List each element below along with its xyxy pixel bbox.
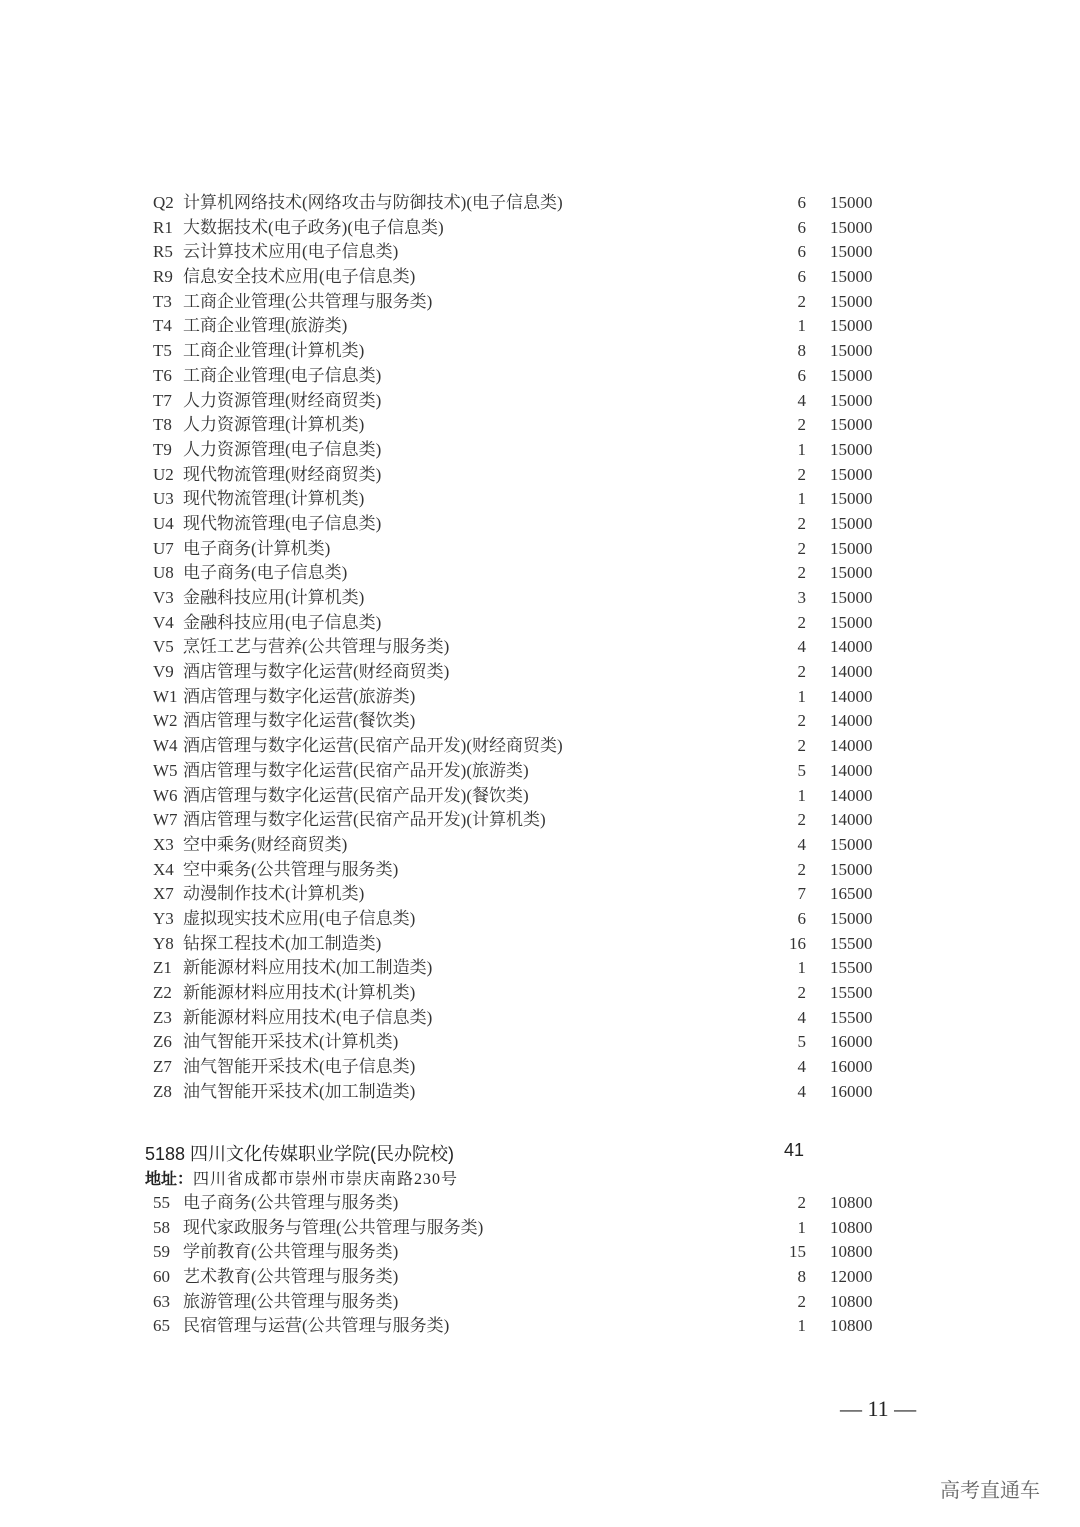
table-row	[0, 1030, 1080, 1055]
major-code: T7	[153, 390, 172, 410]
school-major-list	[0, 1191, 1080, 1339]
table-row	[0, 611, 1080, 636]
table-row	[0, 191, 1080, 216]
major-code: T5	[153, 341, 172, 361]
school-title: 5188 四川文化传媒职业学院(民办院校)	[145, 1144, 455, 1164]
major-name: 工商企业管理(旅游类)	[183, 316, 348, 336]
table-row	[0, 1216, 1080, 1241]
table-row	[0, 759, 1080, 784]
major-fee: 14000	[830, 736, 873, 756]
major-count: 2	[797, 415, 806, 435]
major-name: 艺术教育(公共管理与服务类)	[183, 1267, 399, 1287]
major-code: X4	[153, 859, 174, 879]
major-code: U4	[153, 513, 174, 533]
table-row	[0, 1265, 1080, 1290]
major-count: 1	[797, 316, 806, 336]
major-name: 酒店管理与数字化运营(民宿产品开发)(旅游类)	[183, 760, 529, 780]
major-code: V3	[153, 588, 174, 607]
major-code: X7	[153, 884, 174, 904]
major-count: 2	[797, 711, 806, 731]
major-fee: 12000	[830, 1267, 873, 1287]
major-name: 电子商务(电子信息类)	[183, 563, 348, 583]
table-row	[0, 339, 1080, 364]
major-fee: 15000	[830, 588, 873, 607]
major-fee: 15500	[830, 1007, 873, 1027]
table-row	[0, 1290, 1080, 1315]
table-row	[0, 734, 1080, 759]
major-fee: 15000	[830, 908, 873, 928]
major-fee: 15000	[830, 217, 873, 237]
major-fee: 15000	[830, 365, 873, 385]
major-code: U2	[153, 464, 174, 484]
major-code: U7	[153, 538, 174, 558]
major-name: 虚拟现实技术应用(电子信息类)	[183, 908, 416, 928]
major-fee: 14000	[830, 711, 873, 731]
major-fee: 15000	[830, 415, 873, 435]
major-fee: 14000	[830, 686, 873, 706]
table-row	[0, 364, 1080, 389]
major-name: 新能源材料应用技术(电子信息类)	[183, 1007, 433, 1027]
table-row	[0, 956, 1080, 981]
major-count: 6	[797, 242, 806, 262]
page-number: — 11 —	[840, 1396, 917, 1421]
major-code: W5	[153, 760, 178, 780]
major-count: 2	[797, 513, 806, 533]
major-name: 酒店管理与数字化运营(民宿产品开发)(财经商贸类)	[183, 736, 563, 756]
major-fee: 16500	[830, 884, 873, 904]
major-count: 2	[797, 810, 806, 830]
major-name: 云计算技术应用(电子信息类)	[183, 242, 399, 262]
table-row	[0, 413, 1080, 438]
table-row	[0, 561, 1080, 586]
address-value: 四川省成都市崇州市崇庆南路230号	[193, 1171, 459, 1188]
major-code: T9	[153, 439, 172, 459]
major-fee: 15000	[830, 513, 873, 533]
major-name: 酒店管理与数字化运营(民宿产品开发)(计算机类)	[183, 810, 546, 830]
table-row	[0, 882, 1080, 907]
major-fee: 15000	[830, 439, 873, 459]
major-code: T4	[153, 316, 172, 336]
address-label: 地址：	[145, 1171, 194, 1188]
major-name: 酒店管理与数字化运营(财经商贸类)	[183, 662, 450, 682]
major-code: W6	[153, 785, 178, 805]
major-name: 空中乘务(财经商贸类)	[183, 834, 348, 854]
major-fee: 14000	[830, 810, 873, 830]
major-fee: 15000	[830, 242, 873, 262]
major-fee: 14000	[830, 760, 873, 780]
major-code: Z1	[153, 958, 172, 978]
major-fee: 15000	[830, 834, 873, 854]
major-name: 学前教育(公共管理与服务类)	[183, 1242, 399, 1262]
major-code: 59	[153, 1242, 170, 1262]
major-count: 2	[797, 538, 806, 558]
major-fee: 15000	[830, 859, 873, 879]
major-fee: 10800	[830, 1316, 873, 1336]
major-code: Z3	[153, 1007, 172, 1027]
table-row	[0, 660, 1080, 685]
major-code: W4	[153, 736, 178, 756]
major-name: 酒店管理与数字化运营(民宿产品开发)(餐饮类)	[183, 785, 529, 805]
table-row	[0, 512, 1080, 537]
major-code: T8	[153, 415, 172, 435]
major-count: 2	[797, 662, 806, 682]
major-code: 63	[153, 1291, 170, 1311]
major-count: 2	[797, 859, 806, 879]
major-name: 烹饪工艺与营养(公共管理与服务类)	[183, 637, 450, 657]
major-count: 7	[797, 884, 806, 904]
major-count: 6	[797, 193, 806, 212]
major-code: W7	[153, 810, 178, 830]
major-fee: 15000	[830, 341, 873, 361]
major-count: 2	[797, 736, 806, 756]
major-count: 5	[797, 760, 806, 780]
major-count: 6	[797, 365, 806, 385]
table-row	[0, 290, 1080, 315]
major-count: 2	[797, 291, 806, 311]
major-code: X3	[153, 834, 174, 854]
major-code: U3	[153, 489, 174, 509]
major-code: V5	[153, 637, 174, 657]
major-count: 1	[797, 686, 806, 706]
table-row	[0, 808, 1080, 833]
major-fee: 10800	[830, 1291, 873, 1311]
major-name: 动漫制作技术(计算机类)	[183, 884, 365, 904]
table-row	[0, 216, 1080, 241]
major-count: 2	[797, 1291, 806, 1311]
major-name: 现代家政服务与管理(公共管理与服务类)	[183, 1217, 484, 1237]
major-name: 信息安全技术应用(电子信息类)	[183, 267, 416, 287]
table-row	[0, 907, 1080, 932]
major-name: 酒店管理与数字化运营(餐饮类)	[183, 711, 416, 731]
major-name: 工商企业管理(公共管理与服务类)	[183, 291, 433, 311]
table-row	[0, 1314, 1080, 1339]
major-code: Z8	[153, 1081, 172, 1101]
major-code: Y3	[153, 908, 174, 928]
major-code: R9	[153, 267, 173, 287]
table-row	[0, 265, 1080, 290]
major-code: Z2	[153, 983, 172, 1002]
major-count: 1	[797, 489, 806, 509]
table-row	[0, 537, 1080, 562]
major-code: T6	[153, 365, 172, 385]
major-name: 工商企业管理(计算机类)	[183, 341, 365, 361]
major-fee: 15500	[830, 933, 873, 953]
major-name: 人力资源管理(计算机类)	[183, 415, 365, 435]
major-count: 4	[797, 1007, 806, 1027]
major-fee: 15000	[830, 612, 873, 632]
major-code: W2	[153, 711, 178, 731]
major-code: 60	[153, 1267, 170, 1287]
major-count: 1	[797, 439, 806, 459]
major-count: 1	[797, 1217, 806, 1237]
major-count: 8	[797, 1267, 806, 1287]
table-row	[0, 1055, 1080, 1080]
table-row	[0, 1240, 1080, 1265]
major-fee: 15000	[830, 464, 873, 484]
major-fee: 15000	[830, 193, 873, 212]
major-fee: 15000	[830, 390, 873, 410]
major-name: 新能源材料应用技术(计算机类)	[183, 983, 416, 1002]
major-count: 4	[797, 1081, 806, 1101]
table-row	[0, 1006, 1080, 1031]
major-code: V9	[153, 662, 174, 682]
table-row	[0, 858, 1080, 883]
major-fee: 15500	[830, 983, 873, 1002]
school-address	[145, 1166, 458, 1189]
major-name: 油气智能开采技术(加工制造类)	[183, 1081, 416, 1101]
major-count: 6	[797, 267, 806, 287]
table-row	[0, 833, 1080, 858]
table-row	[0, 487, 1080, 512]
major-code: U8	[153, 563, 174, 583]
table-row	[0, 784, 1080, 809]
major-name: 酒店管理与数字化运营(旅游类)	[183, 686, 416, 706]
major-name: 空中乘务(公共管理与服务类)	[183, 859, 399, 879]
major-name: 金融科技应用(计算机类)	[183, 588, 365, 607]
major-fee: 16000	[830, 1057, 873, 1077]
table-row	[0, 709, 1080, 734]
major-code: V4	[153, 612, 174, 632]
major-name: 民宿管理与运营(公共管理与服务类)	[183, 1316, 450, 1336]
major-fee: 15500	[830, 958, 873, 978]
major-fee: 15000	[830, 538, 873, 558]
major-fee: 10800	[830, 1242, 873, 1262]
major-fee: 15000	[830, 267, 873, 287]
major-name: 油气智能开采技术(计算机类)	[183, 1032, 399, 1052]
major-fee: 10800	[830, 1193, 873, 1212]
table-row	[0, 314, 1080, 339]
major-fee: 15000	[830, 316, 873, 336]
major-count: 4	[797, 1057, 806, 1077]
major-name: 人力资源管理(财经商贸类)	[183, 390, 382, 410]
major-name: 现代物流管理(财经商贸类)	[183, 464, 382, 484]
major-code: R5	[153, 242, 173, 262]
major-fee: 14000	[830, 785, 873, 805]
major-count: 6	[797, 908, 806, 928]
table-row	[0, 635, 1080, 660]
major-count: 2	[797, 464, 806, 484]
major-fee: 14000	[830, 662, 873, 682]
major-count: 1	[797, 785, 806, 805]
table-row	[0, 1080, 1080, 1105]
major-code: Y8	[153, 933, 174, 953]
major-count: 2	[797, 1193, 806, 1212]
major-name: 油气智能开采技术(电子信息类)	[183, 1057, 416, 1077]
major-count: 5	[797, 1032, 806, 1052]
major-name: 人力资源管理(电子信息类)	[183, 439, 382, 459]
major-code: R1	[153, 217, 173, 237]
school-total-count: 41	[784, 1140, 805, 1160]
major-name: 旅游管理(公共管理与服务类)	[183, 1291, 399, 1311]
major-code: T3	[153, 291, 172, 311]
major-code: Z7	[153, 1057, 172, 1077]
major-name: 现代物流管理(电子信息类)	[183, 513, 382, 533]
major-name: 电子商务(公共管理与服务类)	[183, 1193, 399, 1212]
major-fee: 16000	[830, 1032, 873, 1052]
major-count: 16	[789, 933, 806, 953]
major-count: 8	[797, 341, 806, 361]
major-count: 2	[797, 612, 806, 632]
major-name: 计算机网络技术(网络攻击与防御技术)(电子信息类)	[183, 193, 563, 212]
major-name: 现代物流管理(计算机类)	[183, 489, 365, 509]
major-name: 金融科技应用(电子信息类)	[183, 612, 382, 632]
major-count: 4	[797, 390, 806, 410]
major-fee: 15000	[830, 489, 873, 509]
major-code: 55	[153, 1193, 170, 1212]
major-count: 1	[797, 958, 806, 978]
major-code: Z6	[153, 1032, 172, 1052]
major-name: 大数据技术(电子政务)(电子信息类)	[183, 217, 444, 237]
major-fee: 14000	[830, 637, 873, 657]
major-code: W1	[153, 686, 178, 706]
major-count: 2	[797, 563, 806, 583]
major-fee: 16000	[830, 1081, 873, 1101]
major-count: 2	[797, 983, 806, 1002]
table-row	[0, 685, 1080, 710]
major-fee: 15000	[830, 563, 873, 583]
major-code: 65	[153, 1316, 170, 1336]
table-row	[0, 981, 1080, 1006]
table-row	[0, 1191, 1080, 1216]
major-code: Q2	[153, 193, 174, 212]
major-name: 工商企业管理(电子信息类)	[183, 365, 382, 385]
major-fee: 15000	[830, 291, 873, 311]
major-name: 新能源材料应用技术(加工制造类)	[183, 958, 433, 978]
major-name: 钻探工程技术(加工制造类)	[183, 933, 382, 953]
major-code: 58	[153, 1217, 170, 1237]
major-name: 电子商务(计算机类)	[183, 538, 331, 558]
watermark: 高考直通车	[940, 1480, 1040, 1502]
table-row	[0, 240, 1080, 265]
major-list	[0, 191, 1080, 1104]
table-row	[0, 586, 1080, 611]
major-count: 1	[797, 1316, 806, 1336]
major-count: 4	[797, 637, 806, 657]
major-count: 4	[797, 834, 806, 854]
table-row	[0, 932, 1080, 957]
table-row	[0, 463, 1080, 488]
major-count: 3	[797, 588, 806, 607]
table-row	[0, 438, 1080, 463]
major-count: 15	[789, 1242, 806, 1262]
major-count: 6	[797, 217, 806, 237]
major-fee: 10800	[830, 1217, 873, 1237]
table-row	[0, 389, 1080, 414]
